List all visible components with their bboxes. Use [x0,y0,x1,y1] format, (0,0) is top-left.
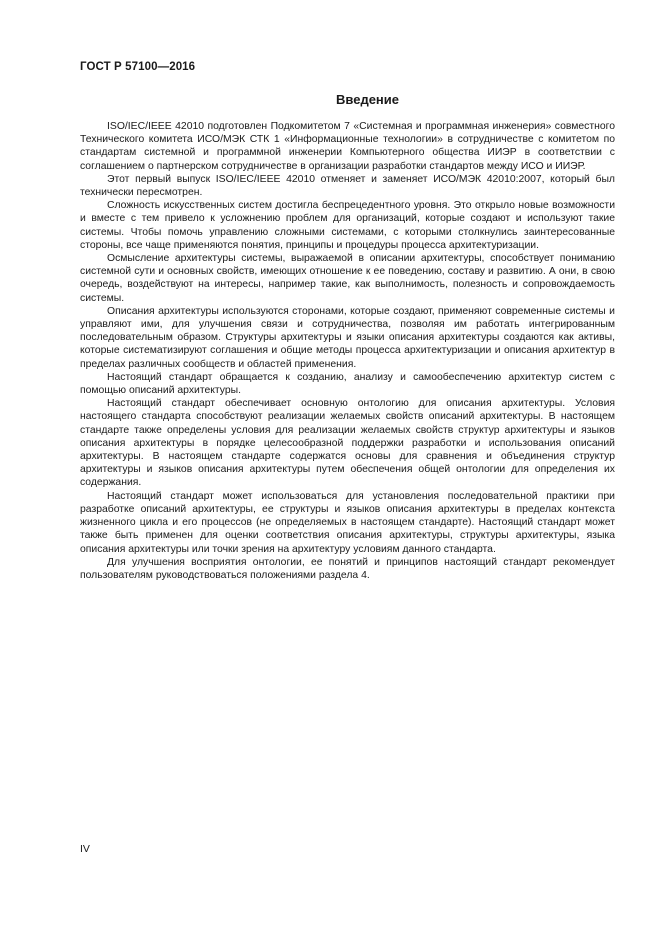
paragraph: Настоящий стандарт может использоваться для установления последовательной практики при разработке описаний архитектуры, ее структуры и языков описания архитектуры в пределах контекста жизненного цикла и его процессов (не определяемых в настоящем стандарте). Настоящий стандарт может также быть применен для оценки соответствия описания архитектуры, структуры архитектуры, языка описания архитектуры или точки зрения на архитектуру условиям данного стандарта. [80,490,615,555]
paragraph: ISO/IEC/IEEE 42010 подготовлен Подкомитетом 7 «Системная и программная инженерия» совместного Технического комитета ИСО/МЭК СТК 1 «Информационные технологии» в сотрудничестве с комитетом по стандартам системной и программной инженерии Компьютерного общества ИИЭР в соответствии с соглашением о партнерском сотрудничестве в организации разработки стандартов между ИСО и ИИЭР. [80,121,615,172]
section-title: Введение [336,92,399,107]
paragraph: Для улучшения восприятия онтологии, ее понятий и принципов настоящий стандарт рекомендует пользователям руководствоваться положениями раздела 4. [80,556,615,581]
document-id: ГОСТ Р 57100—2016 [80,61,196,73]
page-number: IV [80,843,90,855]
paragraph: Этот первый выпуск ISO/IEC/IEEE 42010 отменяет и заменяет ИСО/МЭК 42010:2007, который был технически пересмотрен. [80,173,615,199]
paragraph: Настоящий стандарт обращается к созданию, анализу и самообеспечению архитектур систем с помощью описаний архитектуры. [80,371,615,397]
body-text [80,120,615,582]
paragraph: Описания архитектуры используются сторонами, которые создают, применяют современные системы и управляют ими, для улучшения связи и сотрудничества, позволяя им работать интегрированным последовательным образом. Структуры архитектуры и языки описания архитектуры создаются как активы, которые систематизируют соглашения и общие методы процесса архитектуризации и описания архитектур в пределах различных сообществ и областей применения. [80,305,615,370]
paragraph: Осмысление архитектуры системы, выражаемой в описании архитектуры, способствует пониманию системной сути и основных свойств, имеющих отношение к ее поведению, составу и развитию. А они, в свою очередь, воздействуют на интересы, например такие, как выполнимость, полезность и сопровождаемость системы. [80,253,615,304]
paragraph: Настоящий стандарт обеспечивает основную онтологию для описания архитектуры. Условия настоящего стандарта способствуют реализации желаемых свойств описаний архитектуры. В настоящем стандарте также определены условия для реализации желаемых свойств структур архитектуры и языков описания архитектуры в порядке целесообразной поддержки разработки и использования описаний архитектуры. В настоящем стандарте содержатся основы для сравнения и объединения структур архитектуры и языков описания архитектуры путем обеспечения общей онтологии для определения их содержания. [80,398,615,489]
paragraph: Сложность искусственных систем достигла беспрецедентного уровня. Это открыло новые возможности и вместе с тем привело к усложнению проблем для организаций, которые создают и используют такие системы. Чтобы помочь управлению сложными системами, с которыми столкнулись заинтересованные стороны, все чаще применяются понятия, принципы и процедуры процесса архитектуризации. [80,200,615,251]
